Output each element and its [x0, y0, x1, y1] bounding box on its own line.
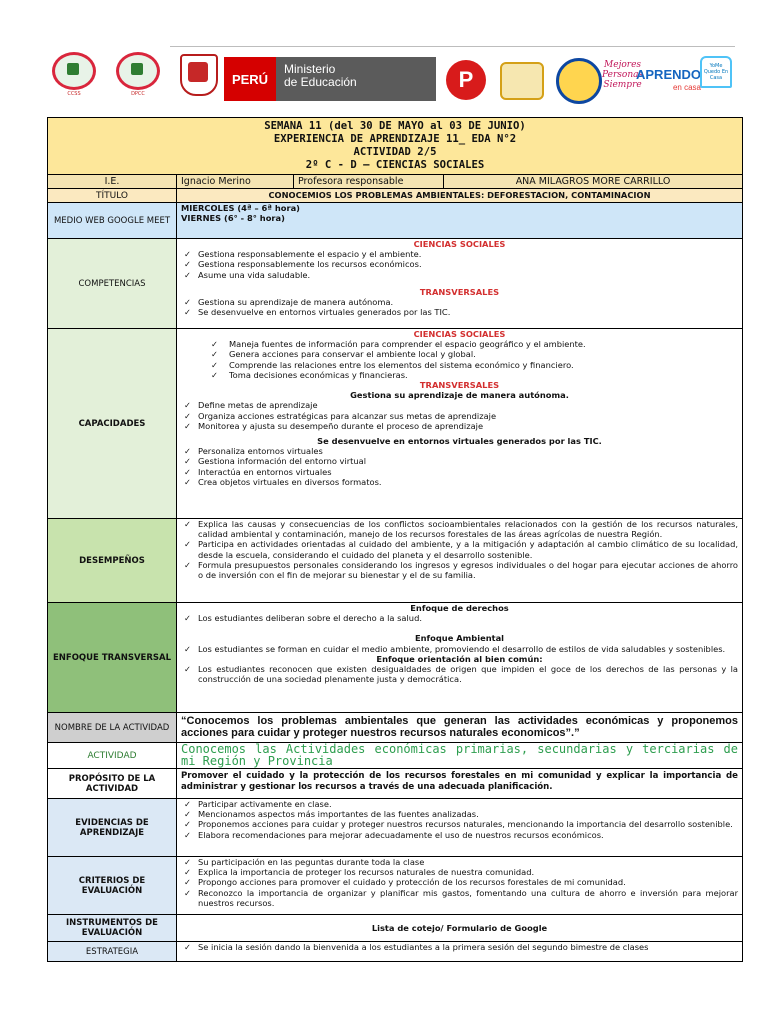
list-item: ✓ Mencionamos aspectos más importantes de las fuentes analizadas. [181, 809, 738, 819]
house-icon: YoMe Quedo En Casa [700, 56, 732, 88]
list-item: ✓ Explica las causas y consecuencias de los conflictos socioambientales relacionados con la gestión de los recursos naturales, calidad ambiental y contaminación, manejo de los recursos forestales de las áreas agrícolas de nuestra Región. [181, 519, 738, 539]
capacidades-list-cs [181, 339, 738, 380]
titulo-row [48, 189, 743, 203]
list-item: ✓ Asume una vida saludable. [181, 270, 738, 280]
list-item: ✓ Monitorea y ajusta su desempeño durante el proceso de aprendizaje [181, 421, 738, 431]
emblem-icon [556, 58, 602, 104]
logo-banner [0, 40, 768, 110]
medio-row [48, 203, 743, 239]
list-item: ✓ Participa en actividades orientadas al cuidado del ambiente, y a la mitigación y adaptación al cambio climático de su localidad, desde la escuela, considerando el cuidado del planeta y el desarrollo sostenible. [181, 539, 738, 559]
list-item: ✓ Personaliza entornos virtuales [181, 446, 738, 456]
list-item: ✓ Define metas de aprendizaje [181, 400, 738, 410]
school-crest-logo [52, 52, 96, 97]
enfoque-label: ENFOQUE TRANSVERSAL [48, 603, 177, 713]
estrategia-row [48, 942, 743, 962]
competencias-row [48, 239, 743, 329]
criterios-row [48, 857, 743, 915]
mejores-line1: Mejores [604, 60, 642, 70]
peru-shield-logo [180, 54, 218, 96]
peru-label: PERÚ [224, 57, 276, 101]
enfoque-derechos-item: ✓ Los estudiantes deliberan sobre el derecho a la salud. [181, 613, 738, 623]
actividad-row [48, 743, 743, 769]
ministerio-line1: Ministerio [284, 62, 336, 76]
enfoque-bien-comun-heading: Enfoque orientación al bien común: [376, 653, 543, 664]
teacher-value: ANA MILAGROS MORE CARRILLO [444, 175, 743, 189]
capacidades-heading-cs: CIENCIAS SOCIALES [413, 329, 506, 339]
evidencias-row [48, 799, 743, 857]
list-item: ✓ Su participación en las peguntas durante toda la clase [181, 857, 738, 867]
header-experience: EXPERIENCIA DE APRENDIZAJE 11_ EDA N°2 [273, 133, 517, 145]
minedu-logo [224, 57, 436, 101]
nombre-label: NOMBRE DE LA ACTIVIDAD [48, 713, 177, 743]
capacidades-list-autonoma [181, 400, 738, 431]
estrategia-content [177, 942, 743, 962]
capacidades-row [48, 329, 743, 519]
enfoque-derechos-heading: Enfoque de derechos [410, 603, 509, 613]
list-item: ✓ Gestiona su aprendizaje de manera autónoma. [181, 297, 738, 307]
actividad-label: ACTIVIDAD [48, 743, 177, 769]
list-item: ✓ Gestiona responsablemente el espacio y el ambiente. [181, 249, 738, 259]
ie-label: I.E. [48, 175, 177, 189]
list-item: ✓ Participar activamente en clase. [181, 799, 738, 809]
yome-quedo-logo [700, 56, 732, 88]
teacher-label: Profesora responsable [294, 175, 444, 189]
capacidades-sub-tic: Se desenvuelve en entornos virtuales generados por las TIC. [317, 436, 602, 447]
ie-row [48, 175, 743, 189]
competencias-heading-trans: TRANSVERSALES [419, 286, 500, 297]
header-grade: 2º C - D – CIENCIAS SOCIALES [305, 159, 485, 171]
competencias-content [177, 239, 743, 329]
list-item: ✓ Maneja fuentes de información para comprender el espacio geográfico y el ambiente. [181, 339, 738, 349]
enfoque-ambiental-item: ✓ Los estudiantes se forman en cuidar el medio ambiente, promoviendo el desarrollo de estilos de vida saludables y sostenibles. [181, 644, 738, 654]
crest-caption: DPCC [131, 91, 145, 97]
medio-schedule [177, 203, 743, 239]
institution-logo [500, 62, 544, 100]
mejores-line3: Siempre [603, 80, 642, 90]
instrumentos-row [48, 915, 743, 942]
aprendo-label [636, 68, 701, 94]
list-item: ✓ Formula presupuestos personales considerando los ingresos y egresos individuales o del hogar para ejecutar acciones de ahorro o de inversión con el fin de mejorar su bienestar y el de su familia. [181, 560, 738, 580]
competencias-heading-cs: CIENCIAS SOCIALES [413, 239, 506, 249]
desempenos-label: DESEMPEÑOS [48, 519, 177, 603]
estrategia-label: ESTRATEGIA [48, 942, 177, 962]
proposito-value: Promover el cuidado y la protección de los recursos forestales en mi comunidad y explicar la importancia de administrar y gestionar los recursos a través de una adecuada planificación. [177, 769, 743, 799]
enfoque-ambiental-list [181, 644, 738, 654]
desempenos-content [177, 519, 743, 603]
competencias-label: COMPETENCIAS [48, 239, 177, 329]
round-emblem-logo [556, 58, 602, 104]
department-crest-logo [116, 52, 160, 97]
header-activity: ACTIVIDAD 2/5 [353, 146, 437, 158]
list-item: ✓ Se desenvuelve en entornos virtuales generados por las TIC. [181, 307, 738, 317]
titulo-value: CONOCEMIOS LOS PROBLEMAS AMBIENTALES: DEFORESTACION, CONTAMINACION [177, 189, 743, 203]
competencias-list-cs [181, 249, 738, 280]
list-item: ✓ Toma decisiones económicas y financieras. [181, 370, 738, 380]
crest-icon [116, 52, 160, 90]
desempenos-row [48, 519, 743, 603]
medio-label: MEDIO WEB GOOGLE MEET [48, 203, 177, 239]
list-item: ✓ Proponemos acciones para cuidar y proteger nuestros recursos naturales, mencionando la importancia del desarrollo sostenible. [181, 819, 738, 829]
en-casa-text: en casa [672, 83, 702, 92]
criterios-content [177, 857, 743, 915]
list-item: ✓ Propongo acciones para promover el cuidado y protección de los recursos forestales de mi comunidad. [181, 877, 738, 887]
p-logo [446, 60, 486, 100]
list-item: ✓ Genera acciones para conservar el ambiente local y global. [181, 349, 738, 359]
institution-icon [500, 62, 544, 100]
schedule-wednesday: MIERCOLES (4ª – 6ª hora) [181, 203, 300, 213]
header-row [48, 118, 743, 175]
capacidades-label: CAPACIDADES [48, 329, 177, 519]
nombre-row [48, 713, 743, 743]
ministerio-label [276, 57, 436, 101]
capacidades-content [177, 329, 743, 519]
lesson-plan-table [47, 117, 743, 962]
instrumentos-value: Lista de cotejo/ Formulario de Google [177, 915, 743, 942]
aprendo-en-casa-logo [636, 68, 701, 94]
capacidades-heading-trans: TRANSVERSALES [419, 380, 500, 391]
list-item: ✓ Organiza acciones estratégicas para alcanzar sus metas de aprendizaje [181, 411, 738, 421]
proposito-label: PROPÓSITO DE LA ACTIVIDAD [48, 769, 177, 799]
capacidades-list-tic [181, 446, 738, 487]
list-item: ✓ Elabora recomendaciones para mejorar adecuadamente el uso de nuestros recursos económicos. [181, 830, 738, 840]
evidencias-content [177, 799, 743, 857]
list-item: ✓ Reconozco la importancia de organizar y planificar mis gastos, fomentando una cultura de ahorro e inversión para mejorar nuestros recursos. [181, 888, 738, 908]
list-item: ✓ Gestiona información del entorno virtual [181, 456, 738, 466]
capacidades-sub-autonoma: Gestiona su aprendizaje de manera autónoma. [350, 390, 569, 401]
schedule-friday: VIERNES (6° - 8° hora) [181, 213, 285, 224]
list-item: ✓ Interactúa en entornos virtuales [181, 467, 738, 477]
titulo-label: TÍTULO [48, 189, 177, 203]
evidencias-label: EVIDENCIAS DE APRENDIZAJE [48, 799, 177, 857]
ie-value: Ignacio Merino [177, 175, 294, 189]
competencias-list-trans [181, 297, 738, 317]
desempenos-list [181, 519, 738, 580]
actividad-value: Conocemos las Actividades económicas primarias, secundarias y terciarias de mi Región y Provincia [177, 743, 743, 769]
enfoque-content [177, 603, 743, 713]
p-letter-icon: P [446, 60, 486, 100]
enfoque-row [48, 603, 743, 713]
mejores-line2: Personas [602, 70, 644, 80]
list-item: ✓ Comprende las relaciones entre los elementos del sistema económico y financiero. [181, 360, 738, 370]
crest-icon [52, 52, 96, 90]
enfoque-bien-comun-item: ✓ Los estudiantes reconocen que existen desigualdades de origen que impiden el goce de los derechos de las personas y la construcción de una sociedad plenamente justa y democrática. [181, 664, 738, 684]
criterios-list [181, 857, 738, 908]
instrumentos-label: INSTRUMENTOS DE EVALUACIÓN [48, 915, 177, 942]
enfoque-bien-comun-list [181, 664, 738, 684]
shield-icon [180, 54, 218, 96]
evidencias-list [181, 799, 738, 840]
criterios-label: CRITERIOS DE EVALUACIÓN [48, 857, 177, 915]
enfoque-ambiental-heading: Enfoque Ambiental [414, 633, 505, 644]
estrategia-item: ✓ Se inicia la sesión dando la bienvenida a los estudiantes a la primera sesión del segundo bimestre de clases [181, 942, 738, 952]
ministerio-line2: de Educación [284, 75, 357, 89]
enfoque-derechos-list [181, 613, 738, 623]
nombre-value: “Conocemos los problemas ambientales que generan las actividades económicas y proponemos acciones para cuidar y proteger nuestros recursos naturales economicos”.” [177, 713, 743, 743]
list-item: ✓ Crea objetos virtuales en diversos formatos. [181, 477, 738, 487]
aprendo-text: APRENDO [636, 67, 702, 82]
header-week: SEMANA 11 (del 30 DE MAYO al 03 DE JUNIO) [264, 120, 526, 132]
estrategia-list [181, 942, 738, 952]
crest-caption: CCSS [67, 91, 81, 97]
list-item: ✓ Gestiona responsablemente los recursos económicos. [181, 259, 738, 269]
proposito-row [48, 769, 743, 799]
session-header [48, 118, 743, 175]
list-item: ✓ Explica la importancia de proteger los recursos naturales de nuestra comunidad. [181, 867, 738, 877]
